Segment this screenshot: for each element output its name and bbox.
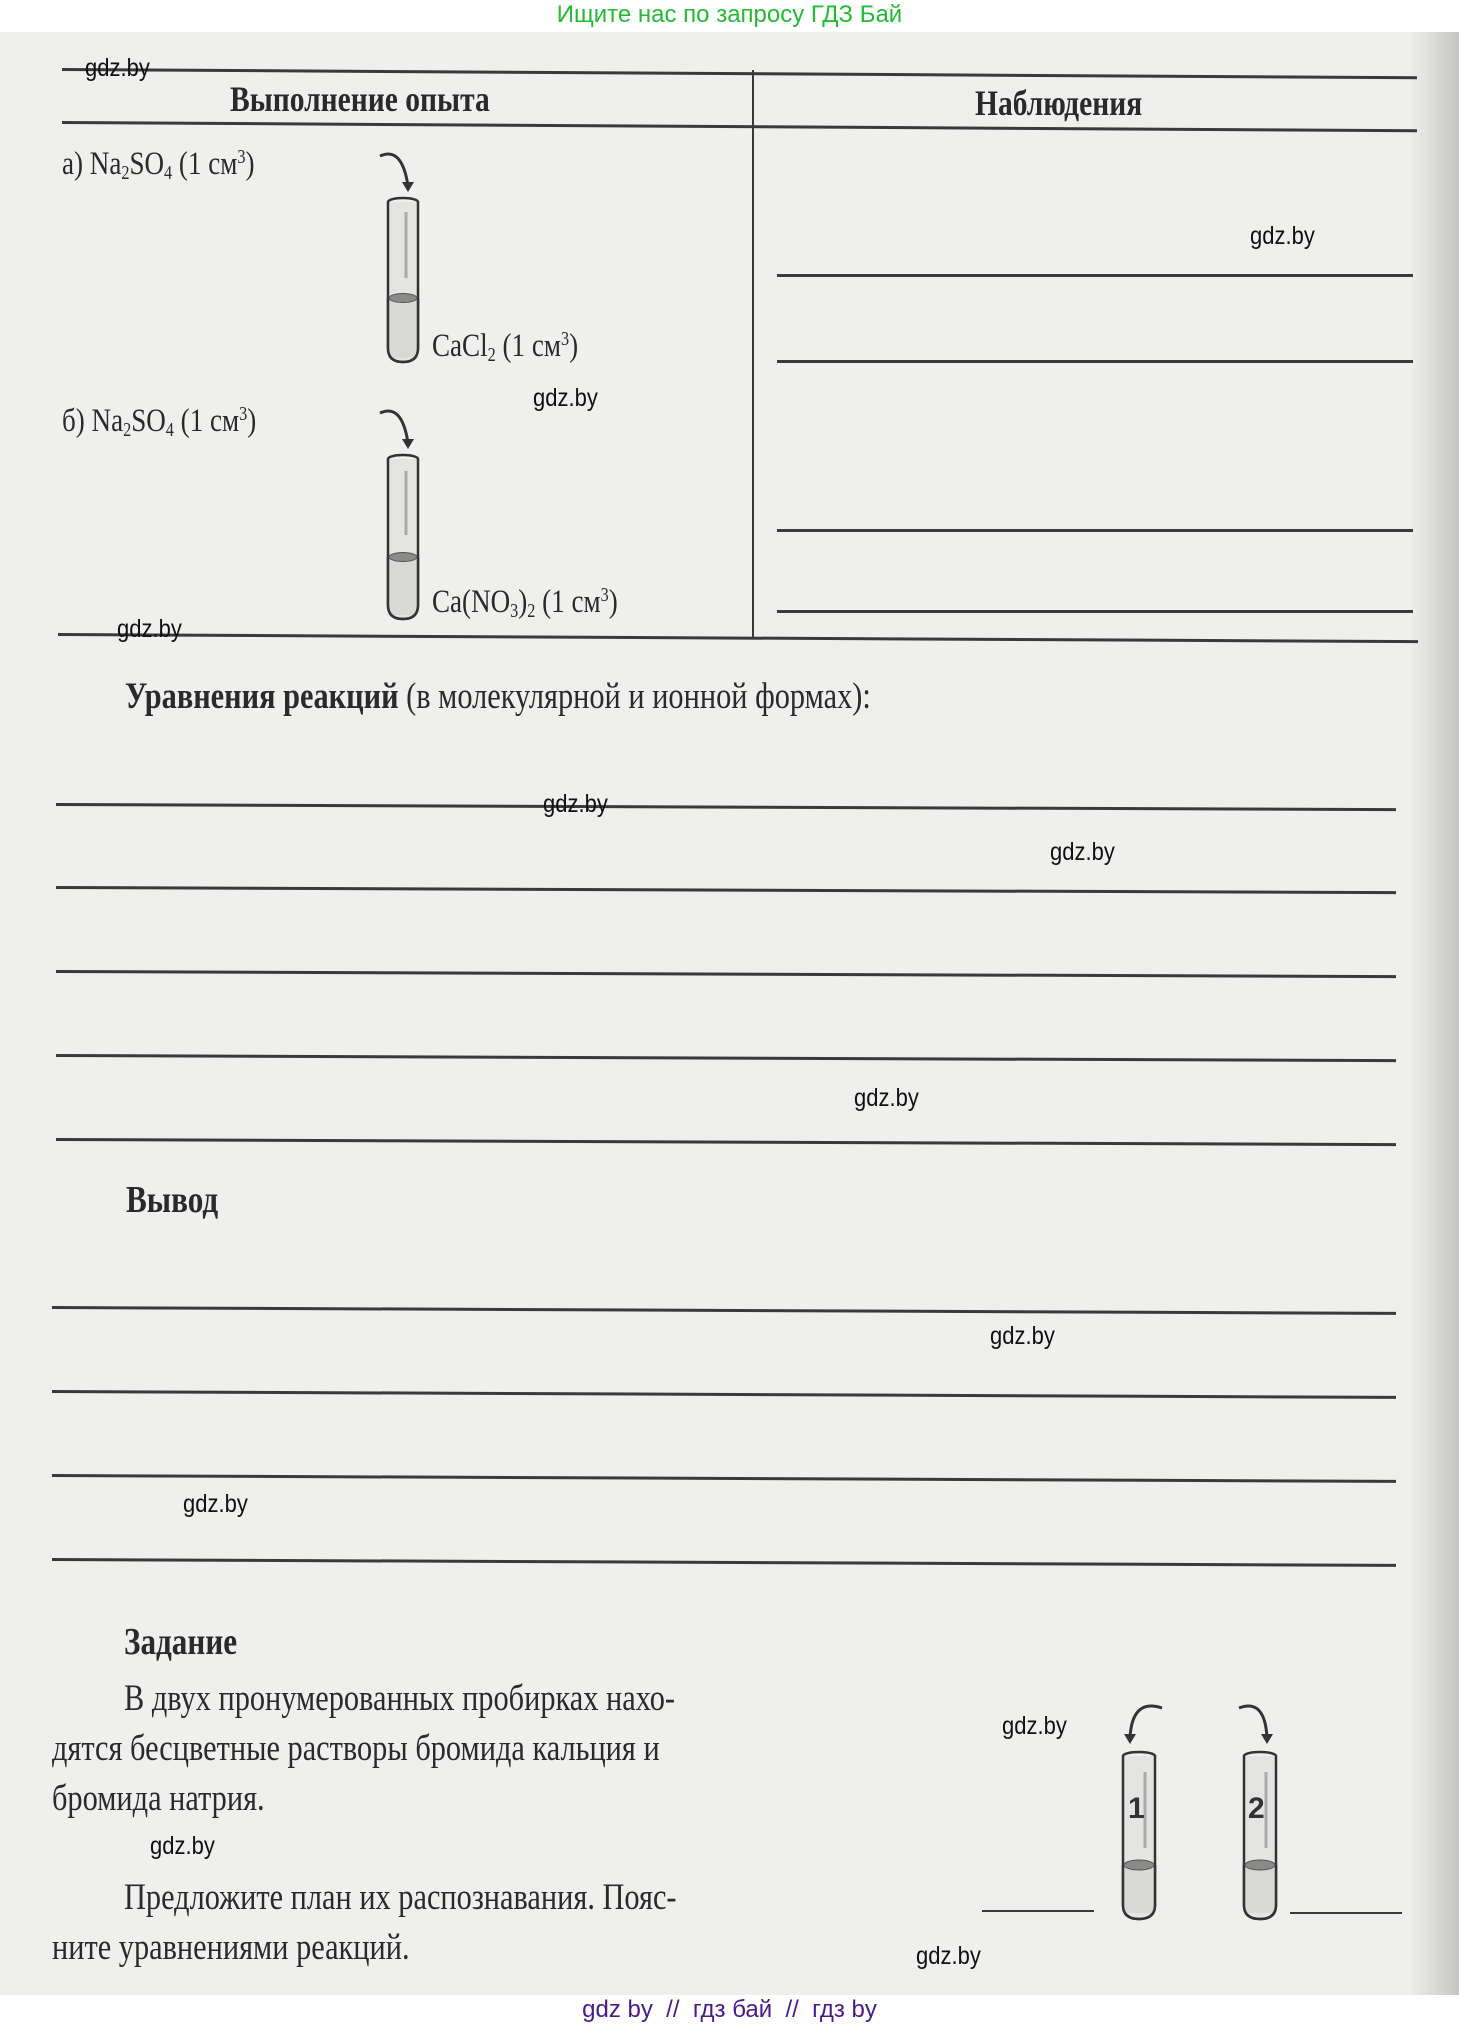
pour-arrow-icon: [380, 411, 408, 443]
watermark: gdz.by: [183, 1490, 248, 1518]
test-tube-icon: [372, 405, 432, 625]
task-text-line: бромида натрия.: [52, 1778, 265, 1819]
tube-number-label: 2: [1248, 1792, 1265, 1825]
tube-number-label: 1: [1128, 1792, 1145, 1825]
row-a-reagent-label: а) $Na_2SO_4$ (1 $см^3$): [62, 146, 255, 184]
watermark: gdz.by: [1002, 1712, 1067, 1740]
footer-text: gdz by // гдз бай // гдз by: [582, 1996, 877, 2023]
pour-arrow-icon: [1130, 1706, 1162, 1738]
observation-answer-line[interactable]: [777, 360, 1413, 363]
row-b-tube-contents: $Ca(NO_3)_2$ (1 $см^3$): [432, 584, 618, 622]
watermark: gdz.by: [150, 1832, 215, 1860]
observation-answer-line[interactable]: [777, 274, 1413, 277]
watermark: gdz.by: [543, 790, 608, 818]
row-b-reagent-label: б) $Na_2SO_4$ (1 $см^3$): [62, 403, 257, 441]
footer-banner: [0, 1995, 1459, 2029]
column-header-observations: Наблюдения: [975, 83, 1143, 123]
pour-arrow-icon: [1239, 1706, 1267, 1738]
conclusion-heading: Вывод: [126, 1179, 219, 1221]
numbered-test-tube-2-icon: [1231, 1700, 1291, 1925]
task-text-line: В двух пронумерованных пробирках нахо-: [124, 1678, 675, 1719]
banner-text: Ищите нас по запросу ГДЗ Бай: [556, 1, 903, 28]
task-text-line: ните уравнениями реакций.: [52, 1927, 410, 1968]
row-a-tube-contents: CaCl$_2$ (1 $см^3$): [432, 328, 579, 366]
page-edge-shadow: [1409, 32, 1459, 1995]
task-text-line: дятся бесцветные растворы бромида кальция и: [52, 1728, 660, 1769]
task-heading: Задание: [124, 1621, 238, 1663]
watermark: gdz.by: [916, 1942, 981, 1970]
watermark: gdz.by: [1250, 222, 1315, 250]
task-text-line: Предложите план их распознавания. Пояс-: [124, 1877, 677, 1918]
task-answer-line[interactable]: [1290, 1912, 1402, 1914]
watermark: gdz.by: [854, 1084, 919, 1112]
observation-answer-line[interactable]: [777, 610, 1413, 613]
search-banner: [0, 0, 1459, 32]
observation-answer-line[interactable]: [777, 529, 1413, 532]
watermark: gdz.by: [990, 1322, 1055, 1350]
column-header-procedure: Выполнение опыта: [230, 79, 490, 119]
task-answer-line[interactable]: [982, 1910, 1094, 1912]
test-tube-icon: [372, 148, 432, 368]
pour-arrow-icon: [380, 154, 408, 186]
watermark: gdz.by: [85, 54, 150, 82]
numbered-test-tube-1-icon: [1110, 1700, 1170, 1925]
equations-heading: Уравнения реакций (в молекулярной и ионной формах):: [125, 676, 871, 717]
table-column-divider: [752, 70, 754, 637]
watermark: gdz.by: [117, 615, 182, 643]
watermark: gdz.by: [1050, 838, 1115, 866]
watermark: gdz.by: [533, 384, 598, 412]
